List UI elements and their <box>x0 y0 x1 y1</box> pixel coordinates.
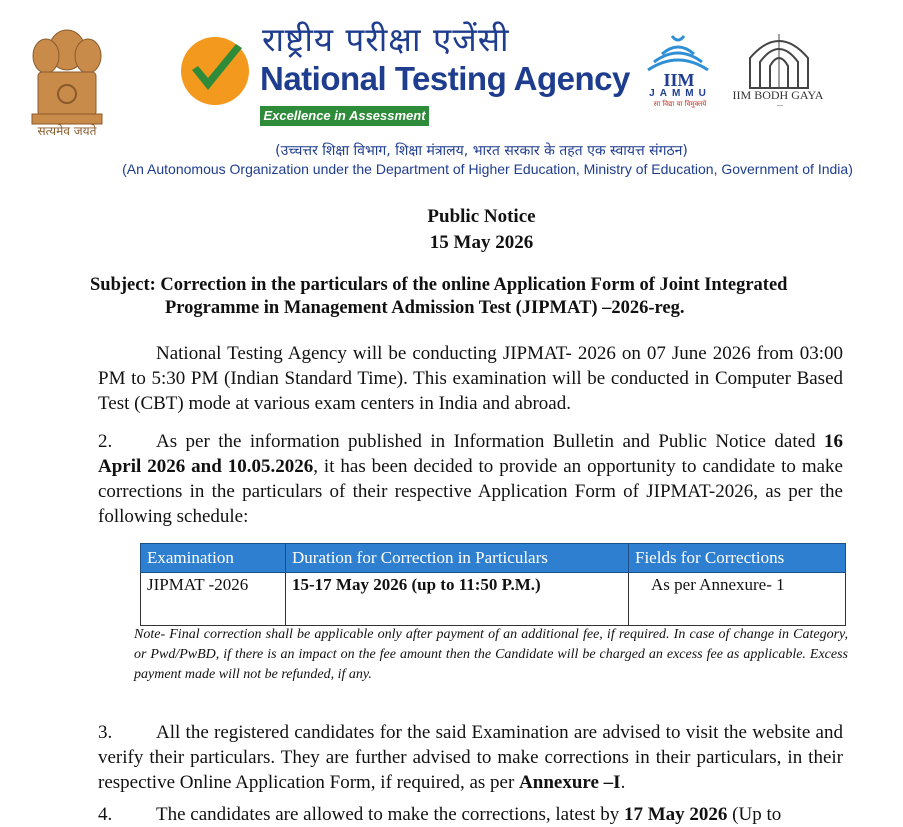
iim-jammu-name: IIM <box>663 70 695 90</box>
paragraph-number: 2. <box>98 431 113 452</box>
paragraph-3-text-b: . <box>620 772 626 793</box>
table-cell-fields: As per Annexure- 1 <box>629 573 846 626</box>
table-cell-duration: 15-17 May 2026 (up to 11:50 P.M.) <box>286 573 629 626</box>
paragraph-1: National Testing Agency will be conducting JIPMAT- 2026 on 07 June 2026 from 03:00 PM to 5:30 PM (Indian Standard Time). This examination will be conducted in Computer Based Test (CBT) mode at various exam centers in India and abroad. <box>98 343 843 414</box>
paragraph-4-deadline: 17 May 2026 <box>623 804 728 825</box>
iim-jammu-city: JAMMU <box>649 88 711 99</box>
subject-line-1: Subject: Correction in the particulars of the online Application Form of Joint Integrated <box>90 275 788 295</box>
nta-english-name: National Testing Agency <box>260 60 630 97</box>
paragraph-4 <box>98 802 843 827</box>
paragraph-3-text-a: All the registered candidates for the said Examination are advised to visit the website and verify their particulars. They are further advised to make corrections in their particulars, in their respective Online Application Form, if required, as per <box>98 722 843 793</box>
table-header-row <box>141 544 846 573</box>
table-header: Examination <box>141 544 286 573</box>
iim-jammu-tagline: सा विद्या या विमुक्तये <box>653 100 707 108</box>
notice-subject <box>90 274 860 320</box>
paragraph-2-text-a: As per the information published in Information Bulletin and Public Notice dated <box>156 431 824 452</box>
paragraph-2-text-b: , it has been decided to provide an opportunity to candidate to make corrections in the particulars of their respective Application Form of JIPMAT-2026, as per the following schedule: <box>98 456 843 527</box>
nta-hindi-name: राष्ट्रीय परीक्षा एजेंसी <box>262 20 510 59</box>
table-cell-examination: JIPMAT -2026 <box>141 573 286 626</box>
org-description-english: (An Autonomous Organization under the Department of Higher Education, Ministry of Education, Government of India) <box>122 161 853 177</box>
paragraph-3-annexure: Annexure –I <box>519 772 621 793</box>
subject-line-2: Programme in Management Admission Test (JIPMAT) –2026-reg. <box>165 298 685 318</box>
correction-schedule-table <box>140 543 846 626</box>
paragraph-number: 4. <box>98 804 113 825</box>
paragraph-number: 3. <box>98 722 113 743</box>
iim-bodh-gaya-name: IIM BODH GAYA <box>732 88 824 102</box>
table-header: Fields for Corrections <box>629 544 846 573</box>
table-header: Duration for Correction in Particulars <box>286 544 629 573</box>
org-description-hindi: (उच्चत्तर शिक्षा विभाग, शिक्षा मंत्रालय, भारत सरकार के तहत एक स्वायत्त संगठन) <box>275 143 688 159</box>
table-note: Note- Final correction shall be applicable only after payment of an additional fee, if required. In case of change in Category, or Pwd/PwBD, if there is an impact on the fee amount then the Candidate will be charged an excess fee as applicable. Excess payment made will not be refunded, if any. <box>134 627 848 682</box>
paragraph-4-text-a: The candidates are allowed to make the corrections, latest by <box>156 804 624 825</box>
paragraph-2 <box>98 429 843 529</box>
national-emblem-icon <box>24 20 110 138</box>
nta-tagline: Excellence in Assessment <box>260 106 429 126</box>
paragraph-3 <box>98 720 843 795</box>
notice-date: 15 May 2026 <box>429 232 534 253</box>
iim-bodh-gaya-tagline: — <box>776 101 784 109</box>
paragraph-4-text-b: (Up to <box>727 804 782 825</box>
nta-checkmark-icon <box>178 34 252 108</box>
table-row <box>141 573 846 626</box>
emblem-motto: सत्यमेव जयते <box>37 124 97 138</box>
notice-title: Public Notice <box>427 206 536 227</box>
paragraph-2-dates: 16 April 2026 and 10.05.2026 <box>98 431 843 477</box>
